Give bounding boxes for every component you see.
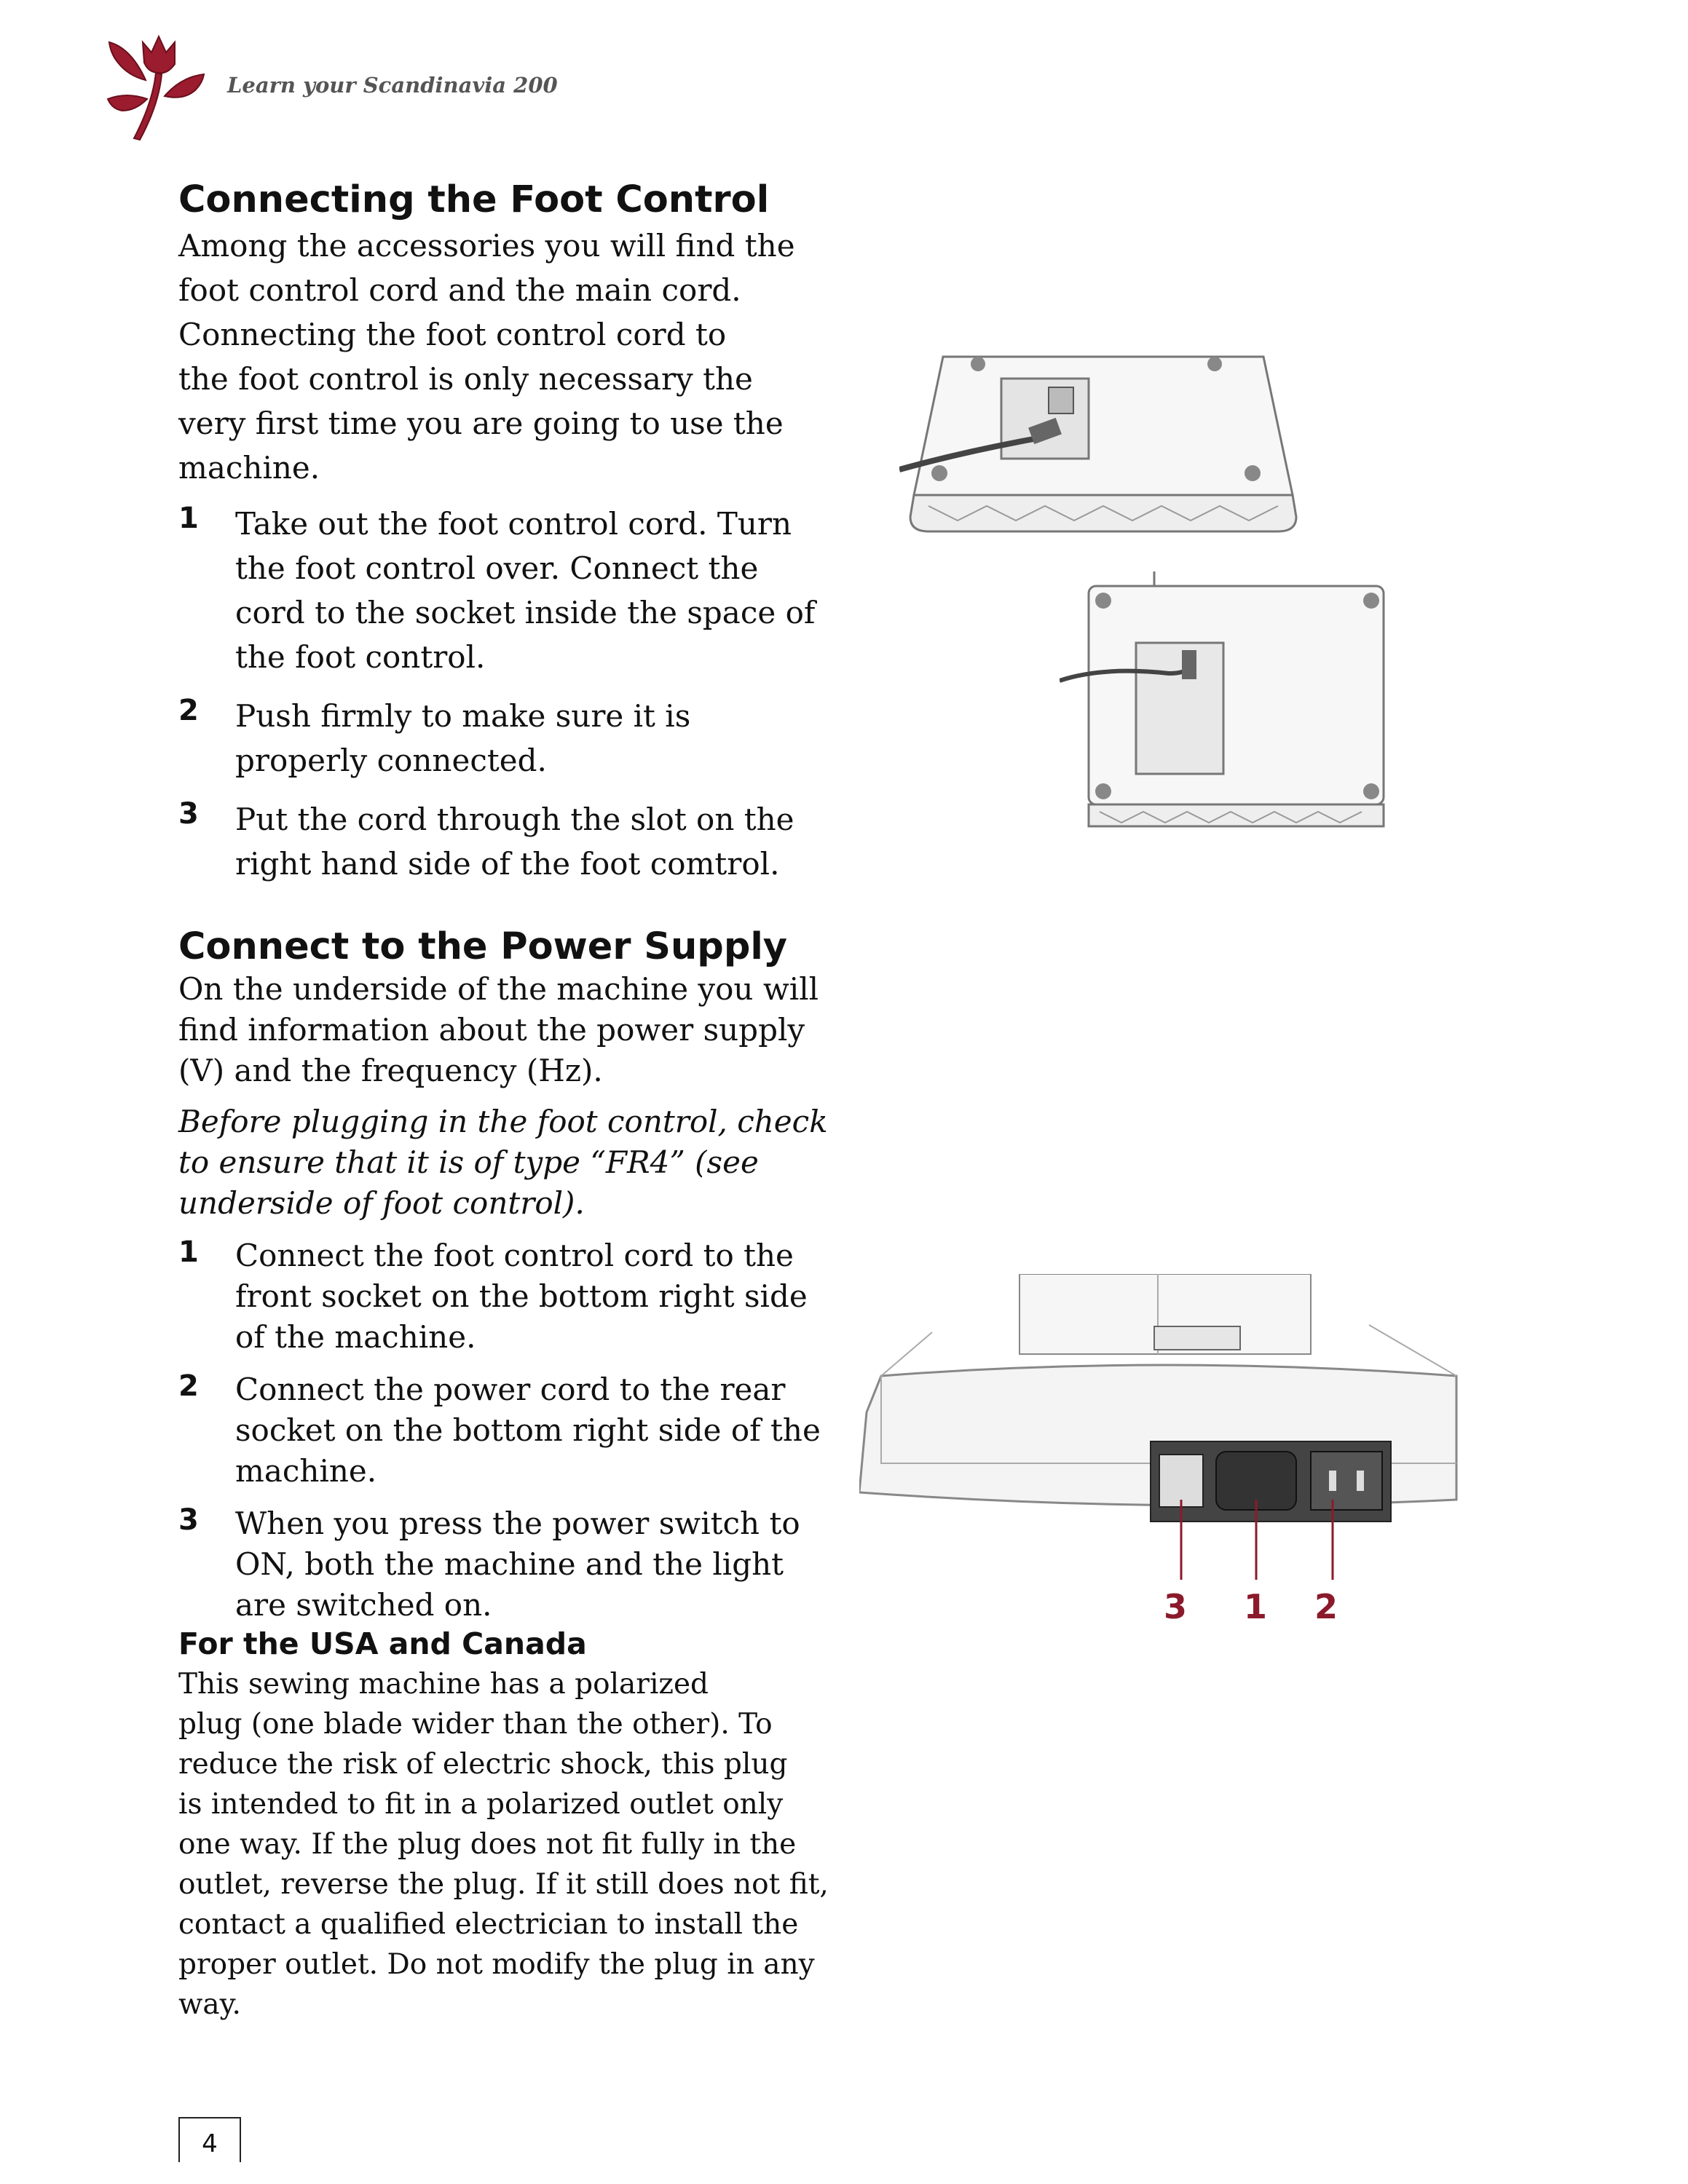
power-supply-step [178,1503,834,1626]
step-number: 1 [178,501,199,535]
callout-2: 2 [1314,1587,1338,1626]
power-supply-note: Before plugging in the foot control, check to ensure that it is of type “FR4” (see underside of foot control). [178,1103,828,1221]
step-text: Connect the foot control cord to the front socket on the bottom right side of the machine. [235,1237,808,1355]
step-number: 3 [178,1503,199,1537]
step-text: When you press the power switch to ON, both the machine and the light are switched on. [235,1505,800,1623]
step-number: 1 [178,1235,199,1269]
page-number: 4 [178,2117,241,2162]
foot-control-angled-figure [899,349,1307,546]
foot-control-section [178,179,834,886]
tulip-logo-icon [102,29,211,146]
callout-1: 1 [1244,1587,1268,1626]
step-number: 2 [178,693,199,727]
usa-canada-text: This sewing machine has a polarized plug (one blade wider than the other). To reduce the risk of electric shock, this plug is intended to fit in a polarized outlet only one way. If the plug does not fit fully in the outlet, reverse the plug. If it still does not fit, contact a qualified electrician to install the proper outlet. Do not modify the plug in any way. [178,1667,829,2021]
foot-control-bottom-figure [1060,564,1395,837]
usa-canada-heading: For the USA and Canada [178,1626,587,1661]
power-supply-section [178,926,834,2025]
foot-control-heading: Connecting the Foot Control [178,178,770,221]
power-supply-step [178,1369,834,1492]
foot-control-step [178,797,834,886]
running-header: Learn your Scandinavia 200 [227,73,558,98]
callout-3: 3 [1164,1587,1188,1626]
foot-control-step [178,694,834,783]
step-text: Push firmly to make sure it is properly connected. [235,697,691,778]
step-text: Put the cord through the slot on the right hand side of the foot comtrol. [235,801,794,882]
power-supply-heading: Connect to the Power Supply [178,925,788,968]
step-number: 2 [178,1369,199,1403]
foot-control-step [178,502,834,679]
step-number: 3 [178,796,199,831]
foot-control-intro: Among the accessories you will find the foot control cord and the main cord. Connecting the foot control cord to the foot control is only necessary the very first time you are going to use the machine. [178,227,795,486]
power-supply-intro: On the underside of the machine you will find information about the power supply (V) and the frequency (Hz). [178,970,819,1088]
power-supply-step [178,1235,834,1358]
callout-lines [1136,1489,1354,1598]
step-text: Connect the power cord to the rear socket on the bottom right side of the machine. [235,1371,821,1489]
step-text: Take out the foot control cord. Turn the foot control over. Connect the cord to the socket inside the space of the foot control. [235,505,816,675]
